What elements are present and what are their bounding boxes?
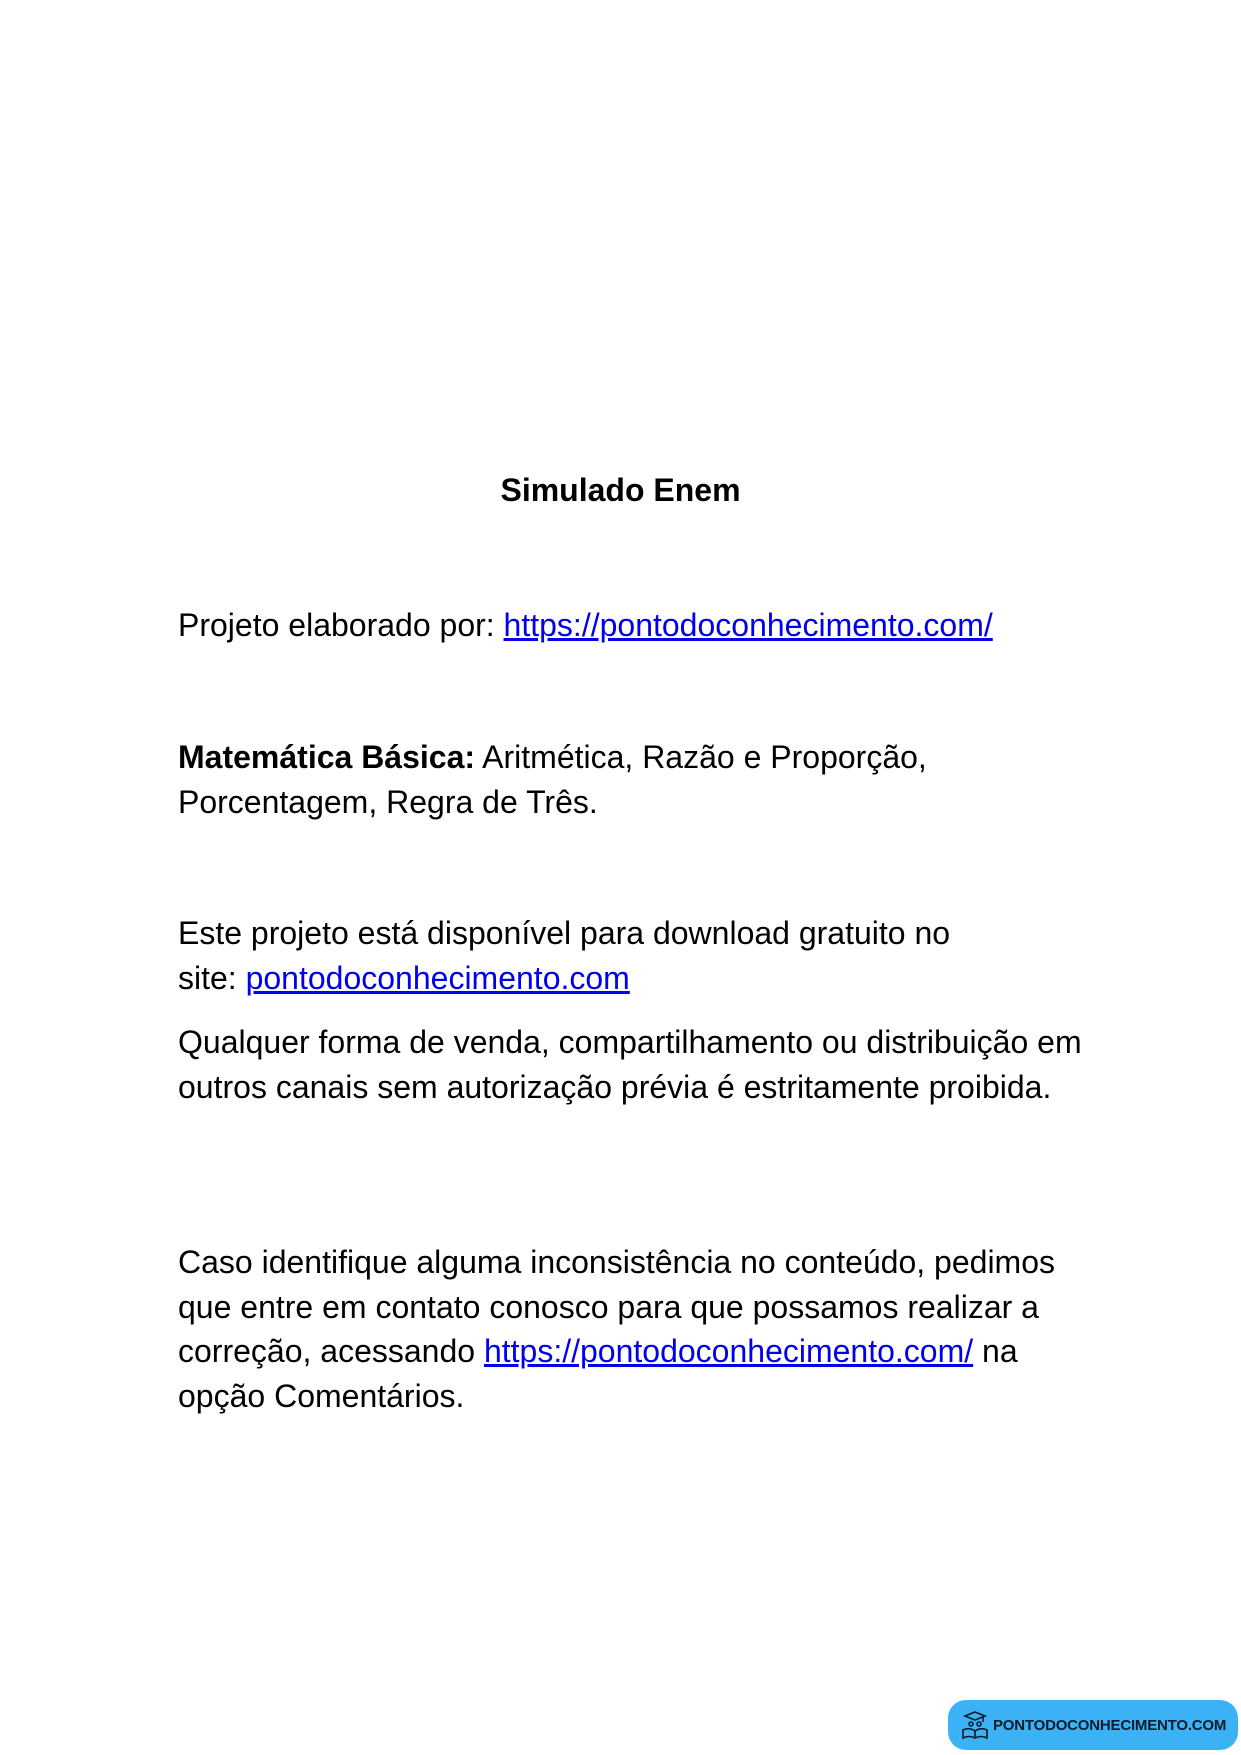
topics-heading: Matemática Básica: — [178, 739, 476, 775]
credit-line — [178, 603, 1098, 648]
brand-badge-label: PONTODOCONHECIMENTO.COM — [993, 1716, 1227, 1734]
site-link-short[interactable]: pontodoconhecimento.com — [245, 959, 630, 996]
brand-badge[interactable] — [948, 1700, 1238, 1750]
topics-paragraph — [178, 735, 978, 824]
prohibition-paragraph: Qualquer forma de venda, compartilhamento ou distribuição em outros canais sem autorização prévia é estritamente proibida. — [178, 1024, 1082, 1105]
availability-text: Este projeto está disponível para download gratuito no site: — [178, 915, 951, 996]
site-link[interactable]: https://pontodoconhecimento.com/ — [503, 607, 993, 643]
contact-text: Caso identifique alguma inconsistência no conteúdo, pedimos que entre em contato conosco para que possamos realizar a correção, acessando — [178, 1244, 1055, 1369]
credit-label: Projeto elaborado por: — [178, 607, 504, 643]
contact-link[interactable]: https://pontodoconhecimento.com/ — [483, 1333, 974, 1369]
topics-text: Aritmética, Razão e Proporção, Porcentagem, Regra de Três. — [178, 739, 927, 820]
graduate-book-icon — [960, 1710, 990, 1740]
availability-paragraph — [178, 911, 1008, 1000]
contact-suffix: na opção Comentários. — [178, 1333, 1018, 1414]
page-title: Simulado Enem — [500, 472, 741, 508]
contact-paragraph — [178, 1240, 1088, 1418]
